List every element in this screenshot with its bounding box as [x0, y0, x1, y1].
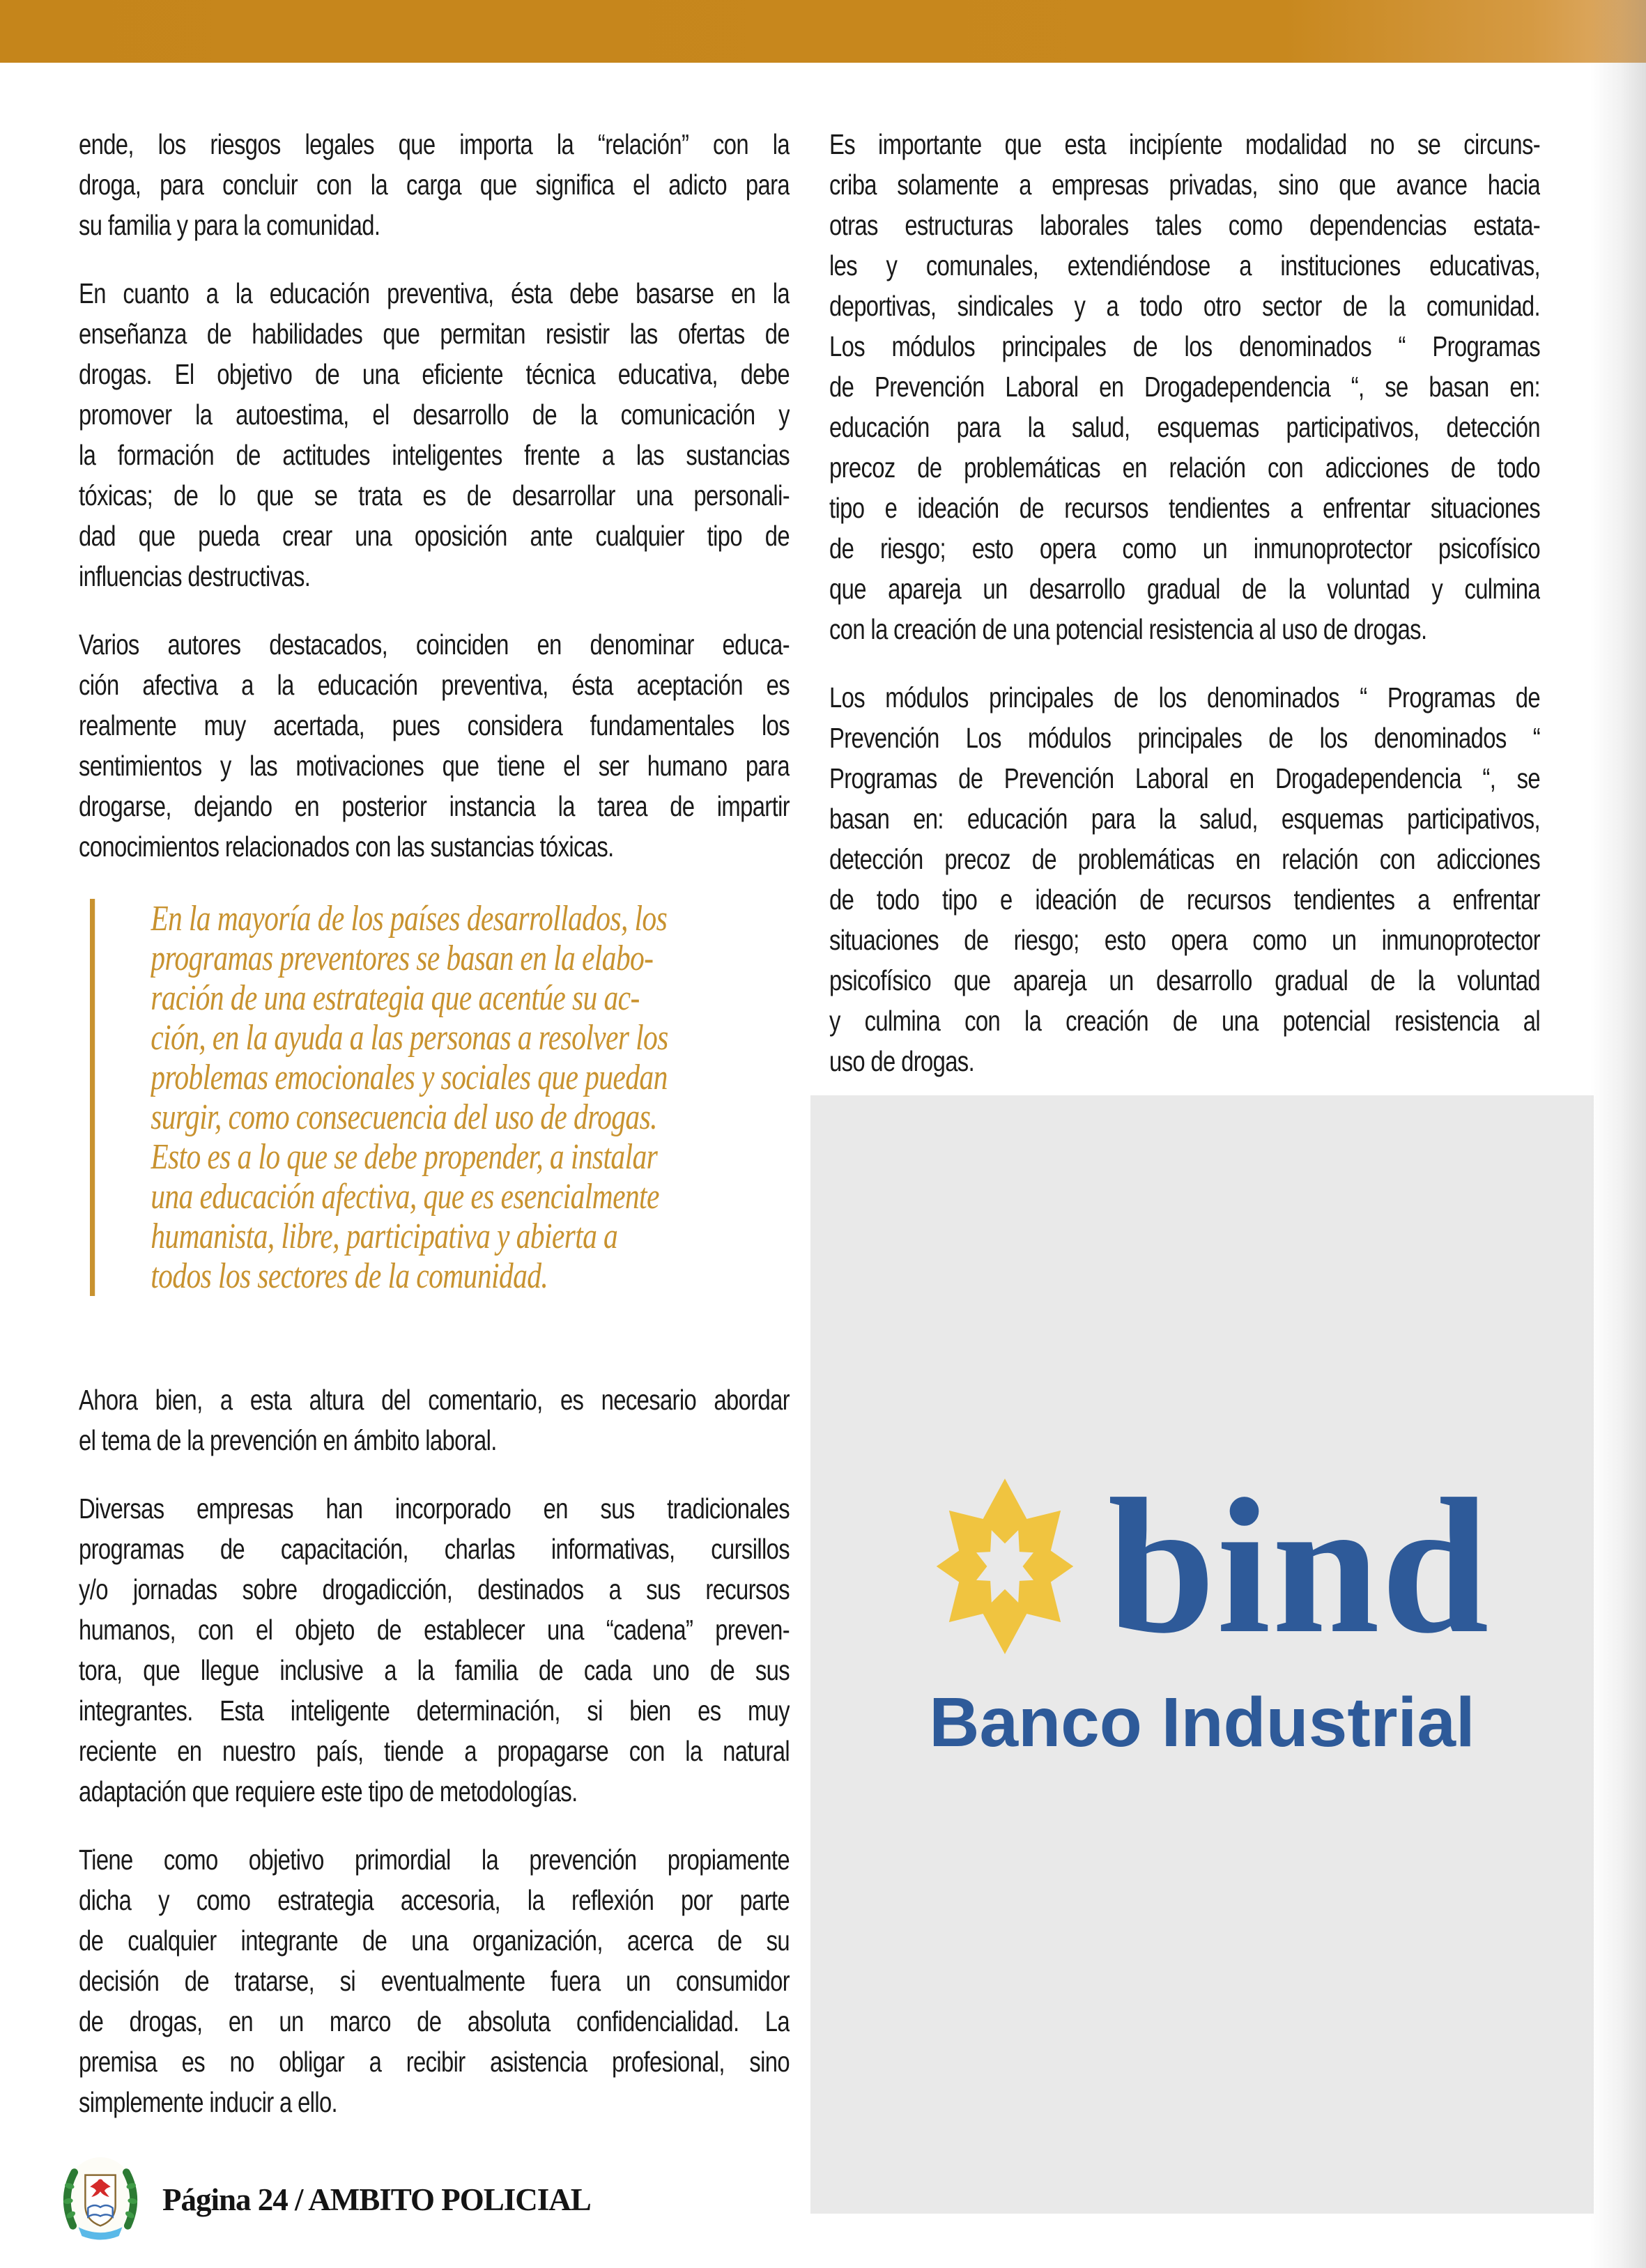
- pull-quote: [90, 899, 790, 1296]
- paragraph: [79, 1488, 790, 1812]
- text-line: el tema de la prevención en ámbito laboral.: [79, 1424, 497, 1456]
- text-line: adaptación que requiere este tipo de metodologías.: [79, 1775, 578, 1807]
- text-line: realmente muy acertada, pues considera fundamentales los: [79, 709, 790, 741]
- text-line: simplemente inducir a ello.: [79, 2086, 338, 2118]
- text-line: droga, para concluir con la carga que significa el adicto para: [79, 169, 790, 201]
- text-line: de todo tipo e ideación de recursos tendientes a enfrentar: [829, 884, 1540, 916]
- text-line: de Prevención Laboral en Drogadependencia “, se basan en:: [829, 371, 1540, 403]
- text-line: deportivas, sindicales y a todo otro sector de la comunidad.: [829, 290, 1540, 322]
- text-line: y/o jornadas sobre drogadicción, destinados a sus recursos: [79, 1573, 790, 1605]
- paragraph: [79, 1380, 790, 1460]
- text-line: todos los sectores de la comunidad.: [151, 1256, 548, 1296]
- text-line: En cuanto a la educación preventiva, ésta debe basarse en la: [79, 277, 790, 309]
- text-line: que apareja un desarrollo gradual de la voluntad y culmina: [829, 573, 1540, 605]
- text-line: tora, que llegue inclusive a la familia de cada uno de sus: [79, 1654, 790, 1686]
- text-line: dicha y como estrategia accesoria, la reflexión por parte: [79, 1884, 790, 1916]
- top-accent-bar: [0, 0, 1646, 63]
- paragraph: [829, 124, 1540, 649]
- text-line: promover la autoestima, el desarrollo de la comunicación y: [79, 399, 790, 431]
- text-line: ción afectiva a la educación preventiva, ésta aceptación es: [79, 669, 790, 701]
- text-line: criba solamente a empresas privadas, sino que avance hacia: [829, 169, 1540, 201]
- ad-box: [810, 1095, 1594, 2214]
- text-line: programas de capacitación, charlas informativas, cursillos: [79, 1533, 790, 1565]
- paragraph: [79, 124, 790, 245]
- text-line: reciente en nuestro país, tiende a propagarse con la natural: [79, 1735, 790, 1767]
- text-line: enseñanza de habilidades que permitan resistir las ofertas de: [79, 318, 790, 350]
- text-line: drogarse, dejando en posterior instancia la tarea de impartir: [79, 790, 790, 822]
- text-line: de cualquier integrante de una organización, acerca de su: [79, 1924, 790, 1957]
- text-line: tóxicas; de lo que se trata es de desarrollar una personali-: [79, 479, 790, 511]
- text-line: programas preventores se basan en la elabo-: [151, 939, 654, 978]
- text-line: ción, en la ayuda a las personas a resolver los: [151, 1018, 668, 1058]
- text-line: problemas emocionales y sociales que puedan: [151, 1058, 668, 1097]
- right-column: [829, 124, 1544, 1109]
- text-line: Prevención Los módulos principales de los denominados “: [829, 722, 1540, 754]
- bind-logo: [810, 1095, 1594, 1674]
- text-line: psicofísico que apareja un desarrollo gradual de la voluntad: [829, 964, 1540, 996]
- text-line: situaciones de riesgo; esto opera como un inmunoprotector: [829, 924, 1540, 956]
- bind-star-icon: [914, 1475, 1096, 1658]
- text-line: basan en: educación para la salud, esquemas participativos,: [829, 803, 1540, 835]
- text-line: dad que pueda crear una oposición ante cualquier tipo de: [79, 520, 790, 552]
- text-line: precoz de problemáticas en relación con adicciones de todo: [829, 452, 1540, 484]
- text-line: su familia y para la comunidad.: [79, 209, 380, 241]
- paragraph: [829, 677, 1540, 1081]
- page-edge-shadow: [1590, 0, 1646, 2268]
- text-line: educación para la salud, esquemas participativos, detección: [829, 411, 1540, 443]
- text-line: humanos, con el objeto de establecer una “cadena” preven-: [79, 1614, 790, 1646]
- text-line: de drogas, en un marco de absoluta confidencialidad. La: [79, 2005, 790, 2037]
- text-line: premisa es no obligar a recibir asistencia profesional, sino: [79, 2046, 790, 2078]
- text-line: sentimientos y las motivaciones que tiene el ser humano para: [79, 750, 790, 782]
- text-line: Los módulos principales de los denominados “ Programas: [829, 330, 1540, 362]
- text-line: En la mayoría de los países desarrollados, los: [151, 899, 668, 939]
- text-line: Varios autores destacados, coinciden en denominar educa-: [79, 628, 790, 661]
- text-line: detección precoz de problemáticas en relación con adicciones: [829, 843, 1540, 875]
- text-line: Ahora bien, a esta altura del comentario, es necesario abordar: [79, 1384, 790, 1416]
- text-line: drogas. El objetivo de una eficiente técnica educativa, debe: [79, 358, 790, 390]
- text-line: conocimientos relacionados con las sustancias tóxicas.: [79, 831, 614, 863]
- text-line: Los módulos principales de los denominados “ Programas de: [829, 681, 1540, 713]
- text-line: les y comunales, extendiéndose a instituciones educativas,: [829, 249, 1540, 281]
- text-line: Diversas empresas han incorporado en sus tradicionales: [79, 1492, 790, 1525]
- text-line: Tiene como objetivo primordial la prevención propiamente: [79, 1844, 790, 1876]
- paragraph: [79, 1839, 790, 2122]
- text-line: ende, los riesgos legales que importa la “relación” con la: [79, 128, 790, 160]
- text-line: humanista, libre, participativa y abierta a: [151, 1217, 618, 1256]
- page-label: Página 24 / AMBITO POLICIAL: [162, 2182, 591, 2217]
- text-line: surgir, como consecuencia del uso de drogas.: [151, 1097, 657, 1137]
- text-line: Programas de Prevención Laboral en Drogadependencia “, se: [829, 762, 1540, 794]
- text-line: integrantes. Esta inteligente determinación, si bien es muy: [79, 1695, 790, 1727]
- text-line: ración de una estrategia que acentúe su ac-: [151, 978, 640, 1018]
- text-line: tipo e ideación de recursos tendientes a enfrentar situaciones: [829, 492, 1540, 524]
- text-line: una educación afectiva, que es esencialmente: [151, 1177, 659, 1217]
- paragraph: [79, 624, 790, 867]
- text-line: Es importante que esta incipíente modalidad no se circuns-: [829, 128, 1540, 160]
- paragraph: [79, 273, 790, 596]
- left-column: [79, 124, 790, 2150]
- bind-wordmark: bind: [1107, 1458, 1491, 1674]
- text-line: influencias destructivas.: [79, 560, 311, 592]
- bind-subtitle: Banco Industrial: [929, 1683, 1475, 1761]
- crest-emblem-icon: [59, 2154, 141, 2245]
- text-line: y culmina con la creación de una potencial resistencia al: [829, 1005, 1540, 1037]
- text-line: uso de drogas.: [829, 1045, 975, 1077]
- text-line: de riesgo; esto opera como un inmunoprotector psicofísico: [829, 532, 1540, 564]
- text-line: Esto es a lo que se debe propender, a instalar: [151, 1137, 658, 1177]
- right-column-text: [829, 124, 1540, 1081]
- text-line: con la creación de una potencial resistencia al uso de drogas.: [829, 613, 1427, 645]
- text-line: decisión de tratarse, si eventualmente fuera un consumidor: [79, 1965, 790, 1997]
- text-line: la formación de actitudes inteligentes frente a las sustancias: [79, 439, 790, 471]
- text-line: otras estructuras laborales tales como dependencias estata-: [829, 209, 1540, 241]
- left-column-text: [79, 124, 790, 2122]
- footer: [59, 2154, 591, 2245]
